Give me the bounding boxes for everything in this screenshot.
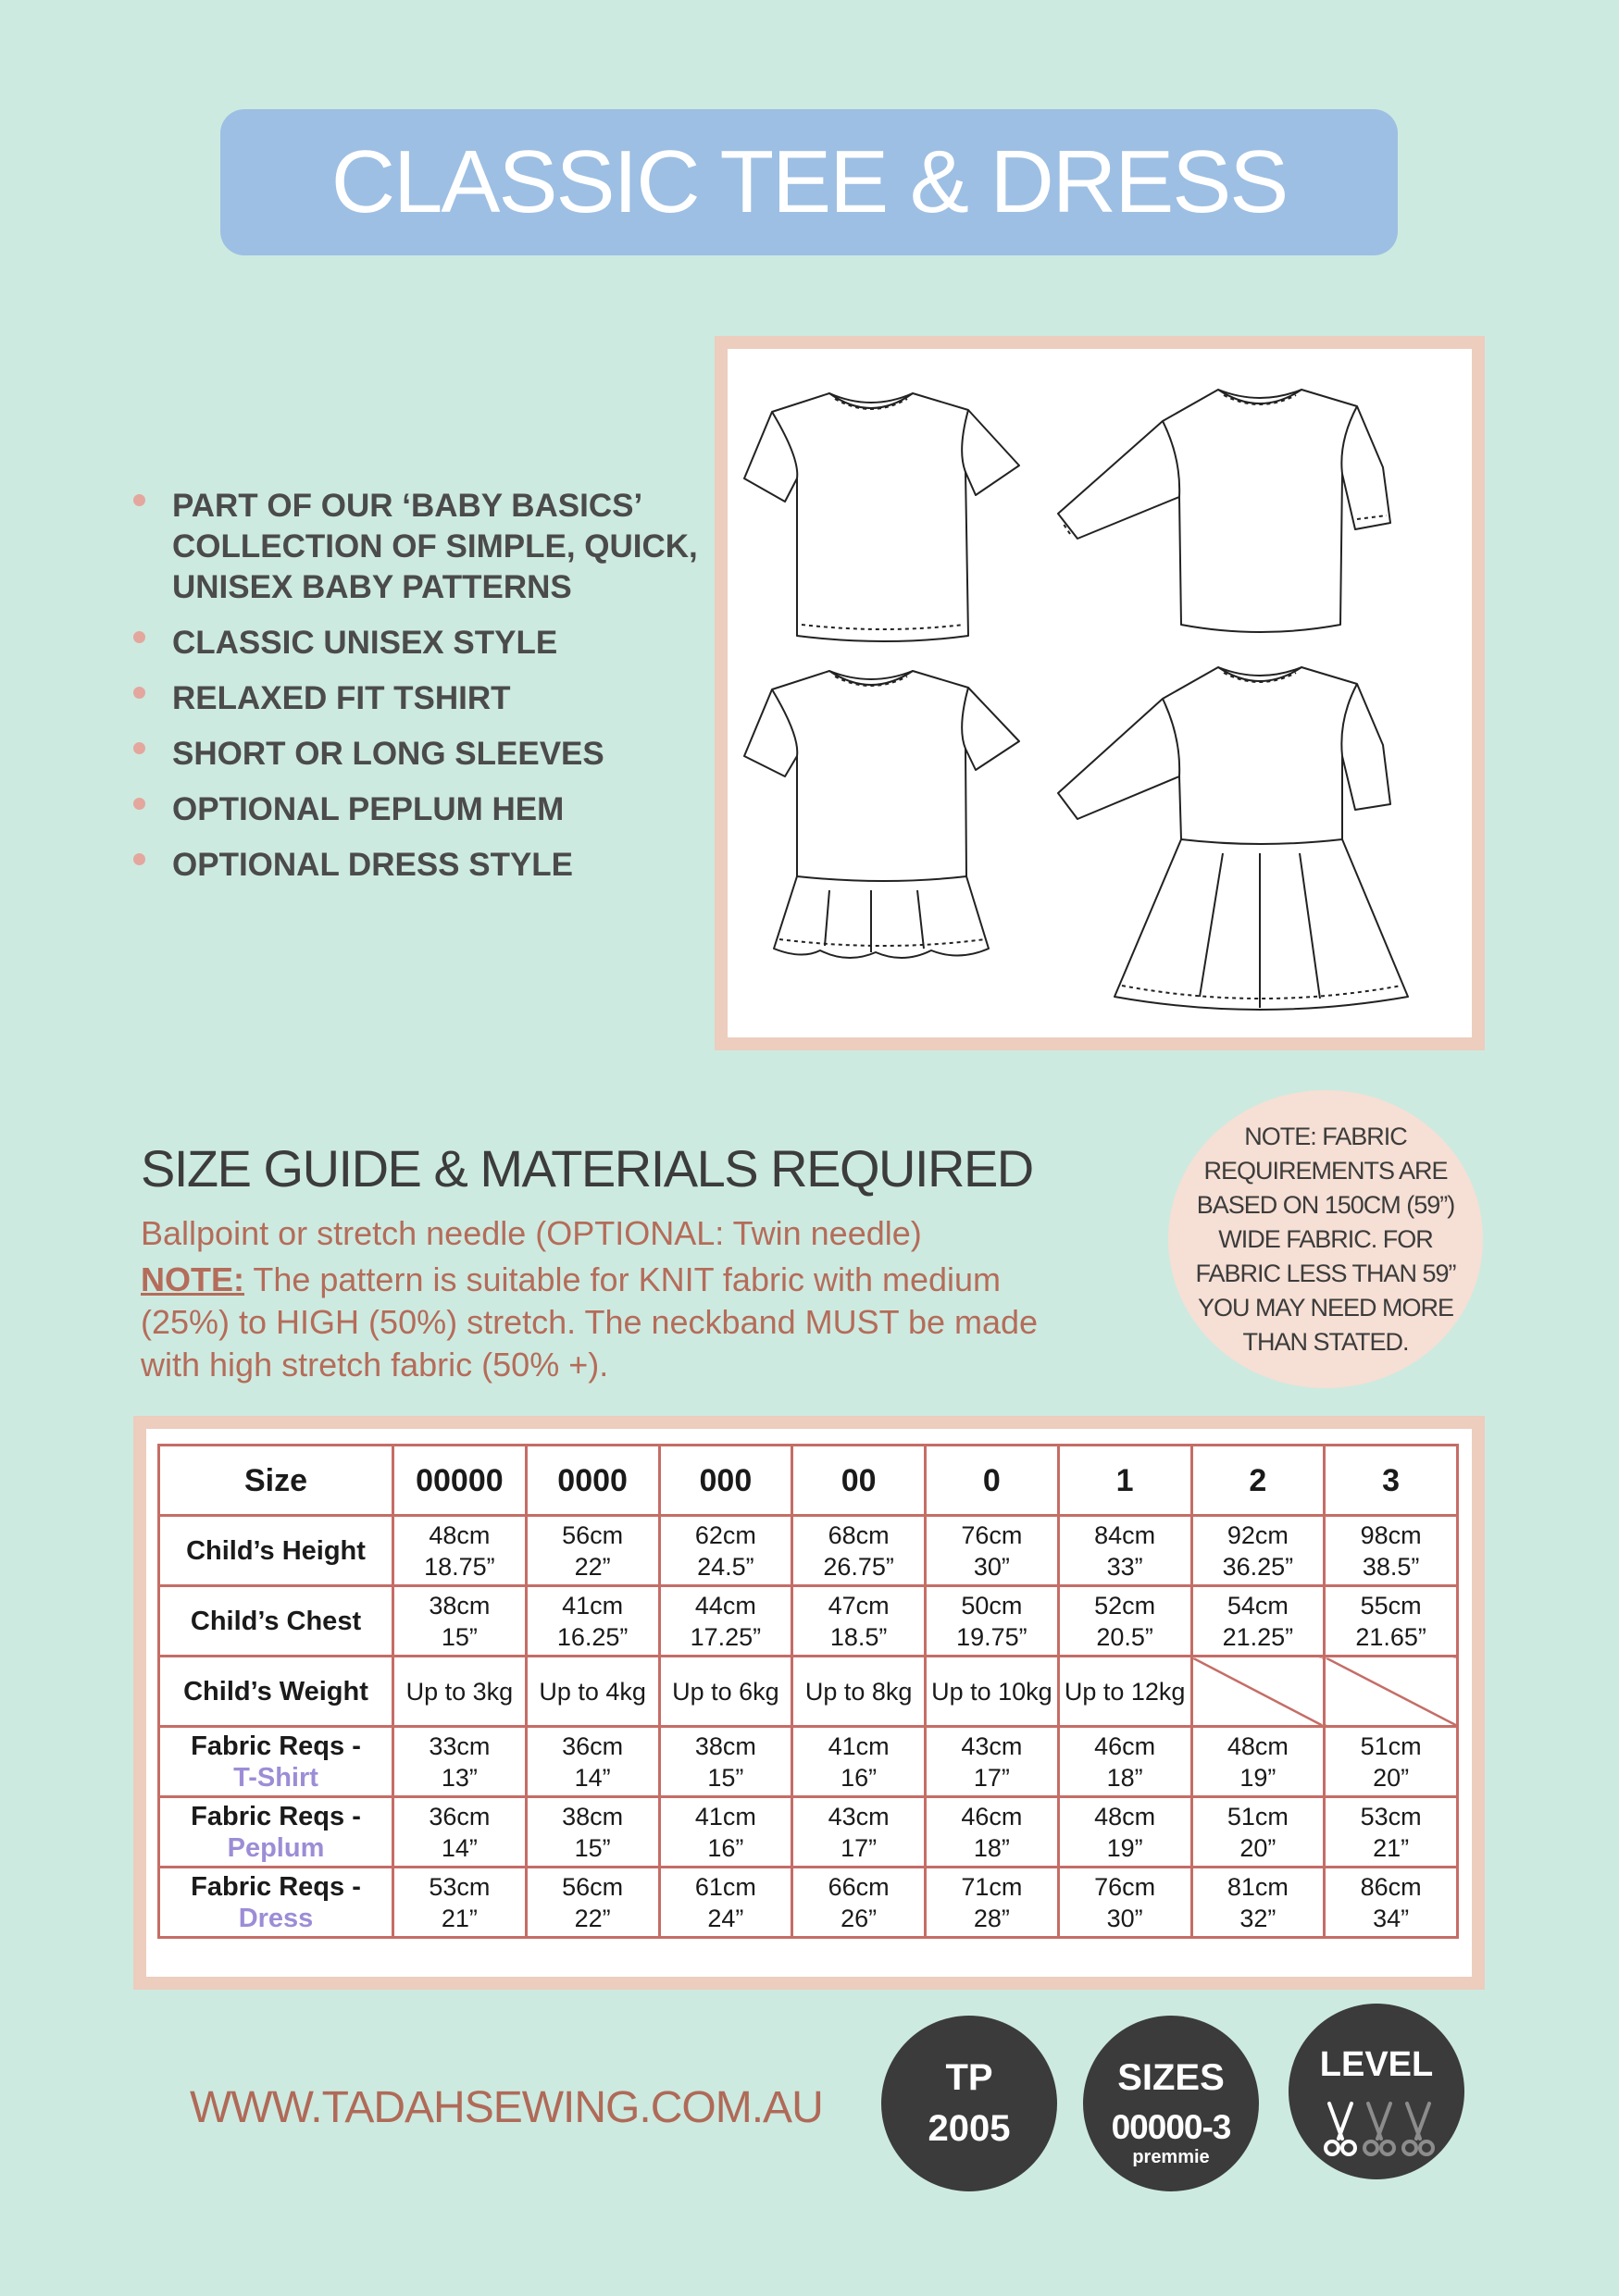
bullet-icon — [133, 798, 145, 810]
difficulty-scissors-icons — [1316, 2094, 1437, 2161]
table-cell: 41cm 16” — [659, 1797, 792, 1868]
row-label: Fabric Reqs - T-Shirt — [159, 1727, 393, 1797]
table-cell: 98cm 38.5” — [1325, 1516, 1458, 1586]
table-cell: 62cm 24.5” — [659, 1516, 792, 1586]
row-label: Child’s Chest — [159, 1586, 393, 1657]
website-url: WWW.TADAHSEWING.COM.AU — [190, 2083, 823, 2132]
table-cell: 38cm 15” — [659, 1727, 792, 1797]
feature-item — [130, 678, 722, 719]
size-header-cell: 2 — [1191, 1446, 1325, 1516]
size-header-cell: 0 — [926, 1446, 1059, 1516]
table-cell: 43cm 17” — [926, 1727, 1059, 1797]
table-cell: 54cm 21.25” — [1191, 1586, 1325, 1657]
table-header-row — [159, 1446, 1458, 1516]
table-cell: 51cm 20” — [1191, 1797, 1325, 1868]
feature-text: OPTIONAL PEPLUM HEM — [172, 791, 565, 827]
needle-info: Ballpoint or stretch needle (OPTIONAL: Twin needle) — [141, 1214, 922, 1252]
note-label: NOTE: — [141, 1260, 244, 1298]
table-cell: 38cm 15” — [526, 1797, 659, 1868]
scissors-icon — [1364, 2104, 1394, 2154]
short-sleeve-tee-drawing — [744, 393, 1019, 641]
table-cell: 41cm 16” — [792, 1727, 926, 1797]
table-cell: 41cm 16.25” — [526, 1586, 659, 1657]
table-cell: 68cm 26.75” — [792, 1516, 926, 1586]
feature-text: OPTIONAL DRESS STYLE — [172, 847, 574, 883]
feature-list — [130, 486, 722, 900]
peplum-tee-drawing — [744, 671, 1019, 958]
fabric-requirement-note — [1168, 1090, 1483, 1388]
table-cell: Up to 8kg — [792, 1657, 926, 1727]
size-header-cell: 1 — [1058, 1446, 1191, 1516]
table-cell: 86cm 34” — [1325, 1868, 1458, 1938]
table-cell: 61cm 24” — [659, 1868, 792, 1938]
size-table — [157, 1444, 1459, 1939]
table-cell: 44cm 17.25” — [659, 1586, 792, 1657]
size-table-panel — [146, 1429, 1472, 1977]
table-row — [159, 1657, 1458, 1727]
pattern-code-badge — [881, 2016, 1057, 2191]
table-cell: Up to 3kg — [393, 1657, 527, 1727]
table-row — [159, 1516, 1458, 1586]
garment-illustration — [728, 349, 1472, 1037]
scissors-icon — [1326, 2104, 1355, 2154]
row-sublabel: Peplum — [227, 1832, 325, 1863]
table-cell: 36cm 14” — [393, 1797, 527, 1868]
fabric-requirement-text: NOTE: FABRIC REQUIREMENTS ARE BASED ON 150CM (59”) WIDE FABRIC. FOR FABRIC LESS THAN 59” YOU MAY NEED MORE THAN STATED. — [1195, 1122, 1456, 1356]
row-label: Child’s Height — [159, 1516, 393, 1586]
table-cell: 76cm 30” — [926, 1516, 1059, 1586]
sizes-extra: premmie — [1132, 2147, 1210, 2167]
size-header-cell: 0000 — [526, 1446, 659, 1516]
table-cell: 51cm 20” — [1325, 1727, 1458, 1797]
feature-text: RELAXED FIT TSHIRT — [172, 680, 511, 716]
size-guide-title: SIZE GUIDE & MATERIALS REQUIRED — [141, 1139, 1033, 1198]
table-cell: 52cm 20.5” — [1058, 1586, 1191, 1657]
size-header-cell: 00 — [792, 1446, 926, 1516]
table-cell: Up to 12kg — [1058, 1657, 1191, 1727]
empty-cell-slash — [1325, 1657, 1458, 1727]
table-cell: 71cm 28” — [926, 1868, 1059, 1938]
size-header-cell: 00000 — [393, 1446, 527, 1516]
table-cell: 53cm 21” — [1325, 1797, 1458, 1868]
row-label: Child’s Weight — [159, 1657, 393, 1727]
table-row — [159, 1727, 1458, 1797]
table-cell: 92cm 36.25” — [1191, 1516, 1325, 1586]
feature-item — [130, 486, 722, 608]
feature-item — [130, 623, 722, 664]
long-sleeve-dress-drawing — [1058, 667, 1408, 1010]
table-cell: 56cm 22” — [526, 1868, 659, 1938]
pattern-code-number: 2005 — [928, 2108, 1011, 2149]
feature-item — [130, 845, 722, 886]
pattern-code-prefix: TP — [945, 2057, 993, 2098]
bullet-icon — [133, 742, 145, 754]
table-cell: 53cm 21” — [393, 1868, 527, 1938]
bullet-icon — [133, 631, 145, 643]
table-cell: 55cm 21.65” — [1325, 1586, 1458, 1657]
row-label: Fabric Reqs - Dress — [159, 1868, 393, 1938]
scissors-icon — [1403, 2104, 1433, 2154]
feature-item — [130, 789, 722, 830]
row-sublabel: T-Shirt — [233, 1762, 318, 1793]
table-cell: Up to 6kg — [659, 1657, 792, 1727]
long-sleeve-tee-drawing — [1058, 390, 1390, 632]
size-header-label: Size — [159, 1446, 393, 1516]
page-title: CLASSIC TEE & DRESS — [330, 132, 1288, 231]
table-cell: 47cm 18.5” — [792, 1586, 926, 1657]
row-label: Fabric Reqs - Peplum — [159, 1797, 393, 1868]
feature-text: PART OF OUR ‘BABY BASICS’ COLLECTION OF SIMPLE, QUICK, UNISEX BABY PATTERNS — [172, 488, 698, 605]
table-cell: 36cm 14” — [526, 1727, 659, 1797]
table-row — [159, 1797, 1458, 1868]
bullet-icon — [133, 853, 145, 865]
bullet-icon — [133, 687, 145, 699]
table-cell: 84cm 33” — [1058, 1516, 1191, 1586]
fabric-note-paragraph — [141, 1259, 1076, 1386]
note-text: The pattern is suitable for KNIT fabric with medium (25%) to HIGH (50%) stretch. The neckband MUST be made with high stretch fabric (50% +). — [141, 1260, 1039, 1384]
table-cell: 43cm 17” — [792, 1797, 926, 1868]
table-row — [159, 1868, 1458, 1938]
table-cell: 76cm 30” — [1058, 1868, 1191, 1938]
table-cell: Up to 4kg — [526, 1657, 659, 1727]
feature-text: CLASSIC UNISEX STYLE — [172, 625, 558, 661]
sizes-range: 00000-3 — [1111, 2108, 1231, 2146]
title-banner — [220, 109, 1398, 255]
table-cell: 50cm 19.75” — [926, 1586, 1059, 1657]
feature-text: SHORT OR LONG SLEEVES — [172, 736, 604, 772]
feature-item — [130, 734, 722, 775]
table-cell: 48cm 19” — [1058, 1797, 1191, 1868]
size-table-frame — [133, 1416, 1485, 1990]
table-cell: Up to 10kg — [926, 1657, 1059, 1727]
table-cell: 48cm 18.75” — [393, 1516, 527, 1586]
table-cell: 48cm 19” — [1191, 1727, 1325, 1797]
table-cell: 66cm 26” — [792, 1868, 926, 1938]
table-cell: 46cm 18” — [926, 1797, 1059, 1868]
garment-illustration-frame — [715, 336, 1485, 1050]
empty-cell-slash — [1191, 1657, 1325, 1727]
level-label: LEVEL — [1319, 2045, 1434, 2084]
table-cell: 33cm 13” — [393, 1727, 527, 1797]
table-cell: 38cm 15” — [393, 1586, 527, 1657]
table-row — [159, 1586, 1458, 1657]
table-cell: 46cm 18” — [1058, 1727, 1191, 1797]
bullet-icon — [133, 494, 145, 506]
sizes-badge — [1083, 2016, 1259, 2191]
table-cell: 81cm 32” — [1191, 1868, 1325, 1938]
size-header-cell: 3 — [1325, 1446, 1458, 1516]
table-cell: 56cm 22” — [526, 1516, 659, 1586]
row-sublabel: Dress — [238, 1903, 314, 1933]
sizes-label: SIZES — [1117, 2057, 1225, 2098]
size-header-cell: 000 — [659, 1446, 792, 1516]
level-badge — [1289, 2004, 1464, 2179]
